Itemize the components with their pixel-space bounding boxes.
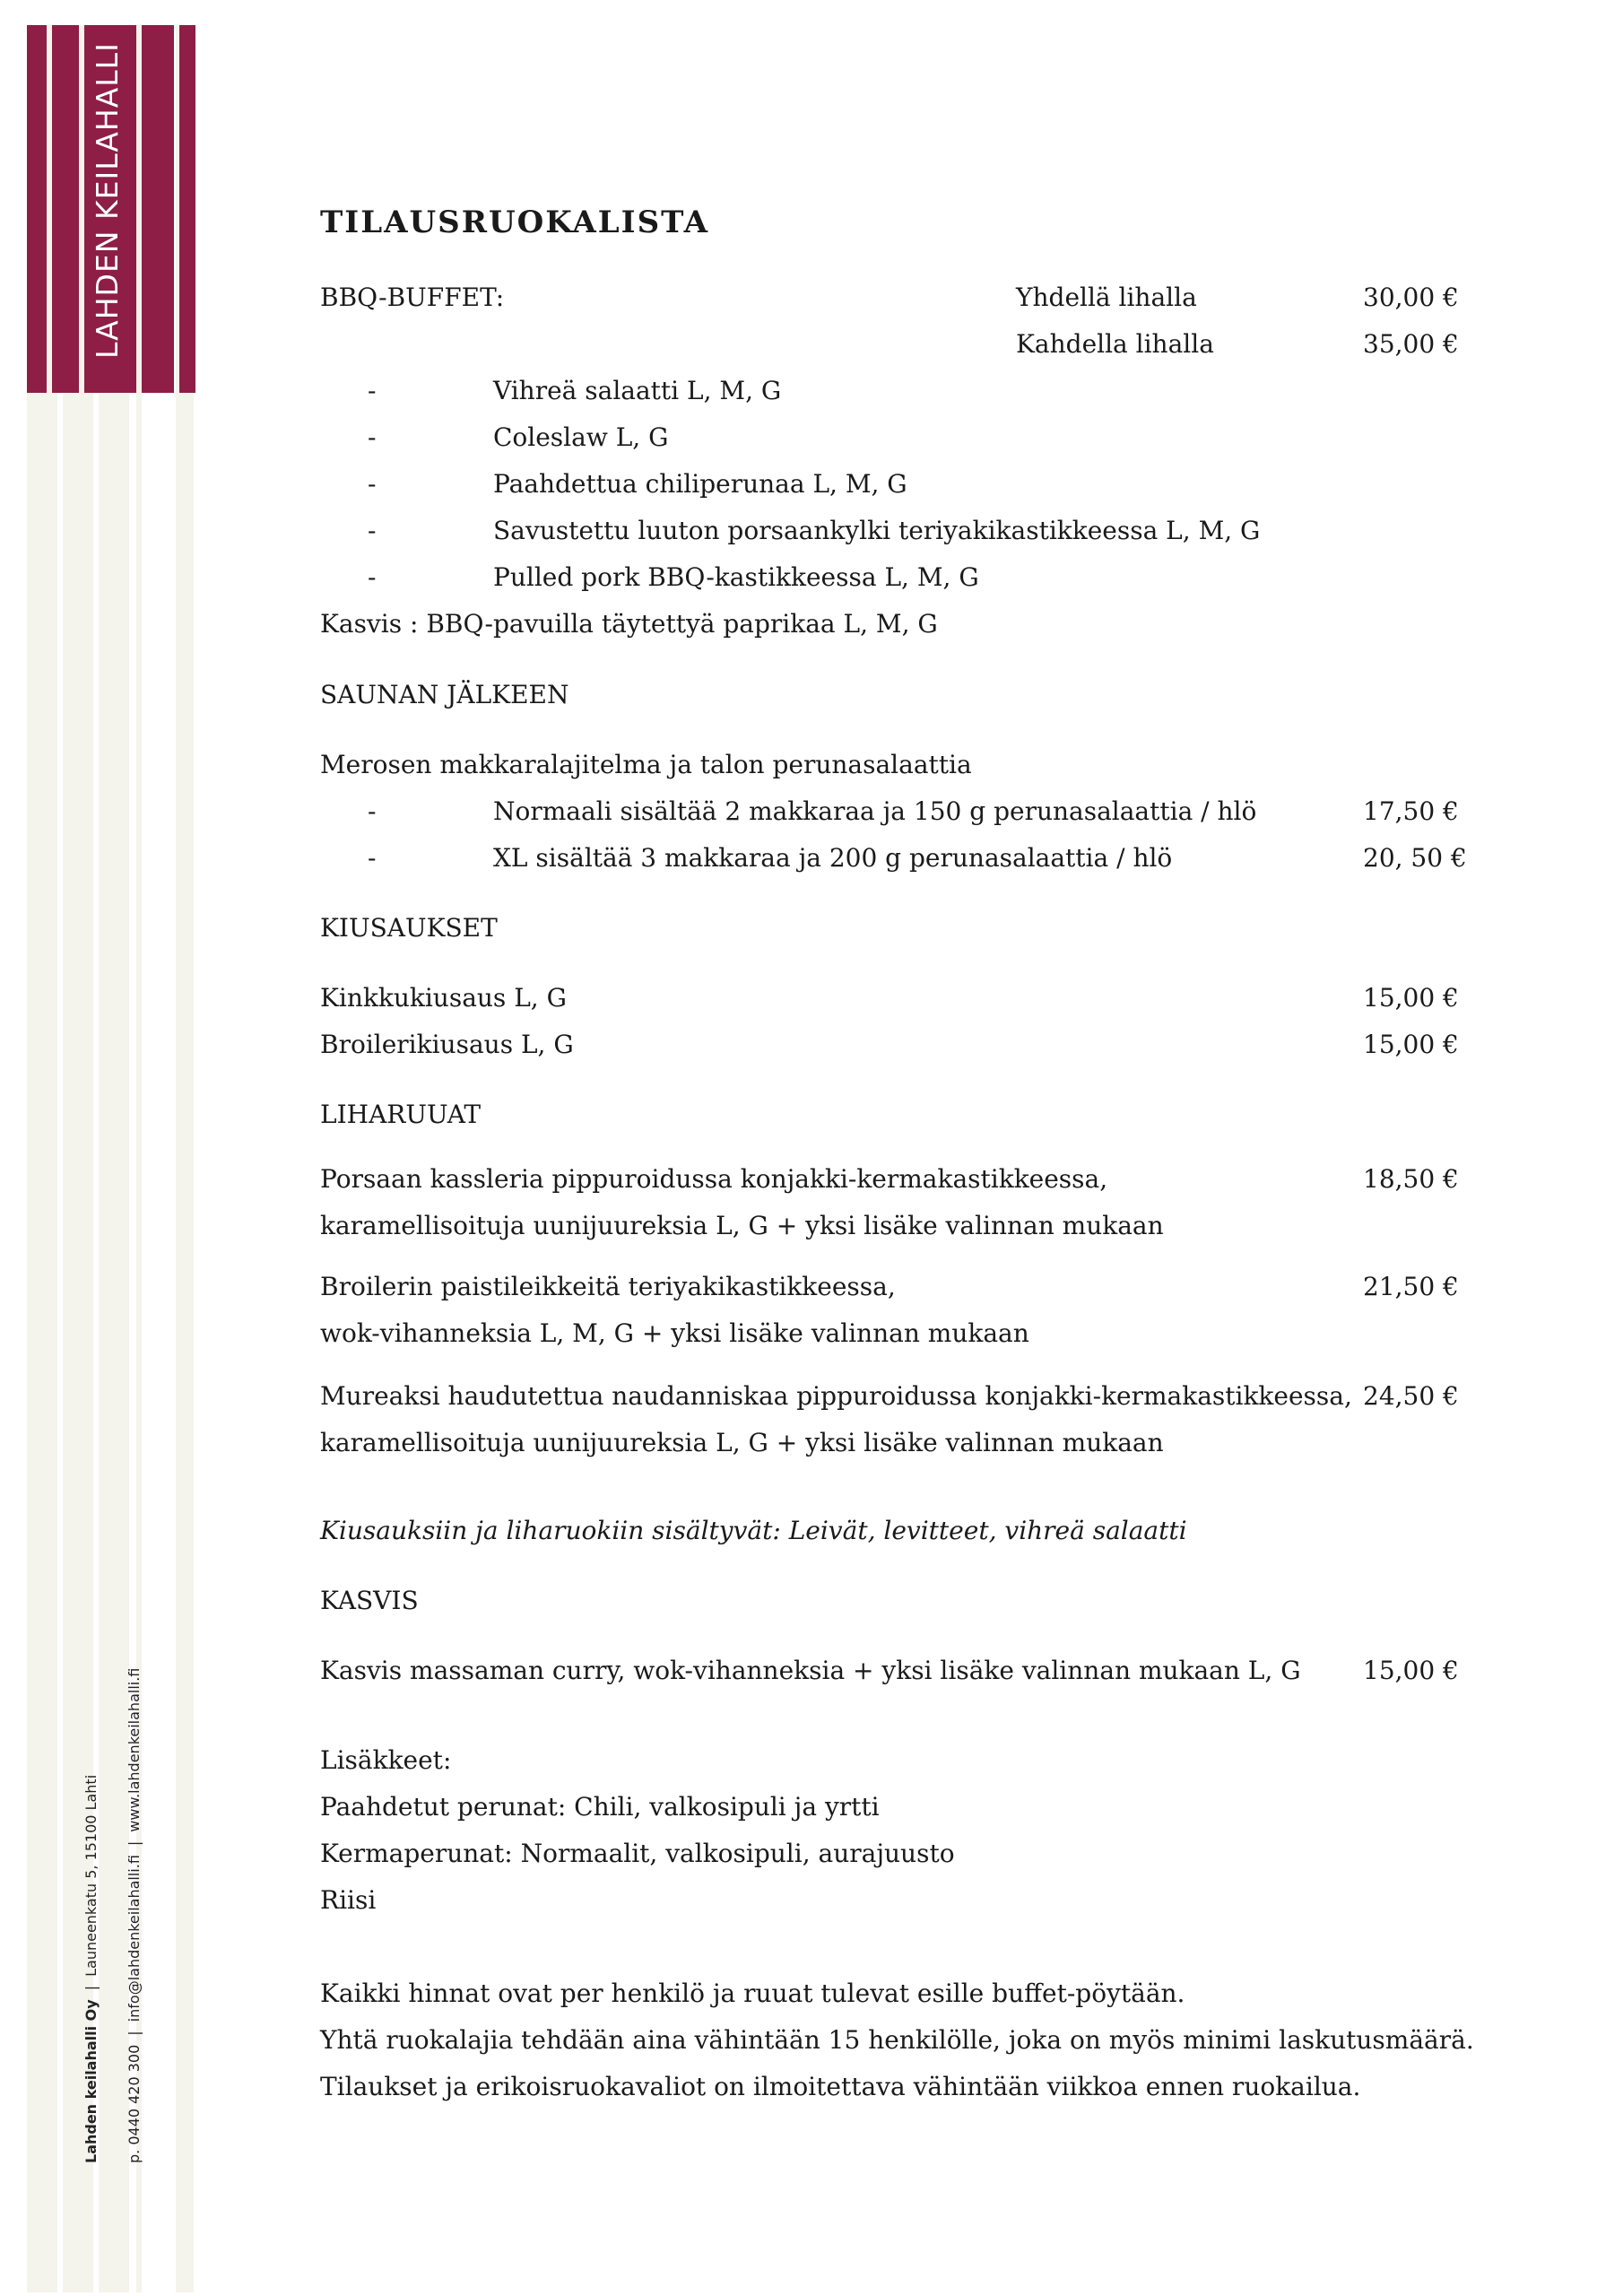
sauna-intro: Merosen makkaralajitelma ja talon perunasalaattia — [320, 750, 972, 779]
brand-stripe — [142, 25, 174, 393]
footer-contact-line: p. 0440 420 300|info@lahdenkeilahalli.fi|www.lahdenkeilahalli.fi — [126, 1667, 143, 2163]
price: 15,00 € — [1363, 983, 1459, 1013]
list-dash: - — [368, 376, 377, 405]
menu-item-desc: karamellisoituja uunijuureksia L, G + yksi lisäke valinnan mukaan — [320, 1428, 1164, 1457]
brand-stripe — [27, 25, 47, 393]
note-line: Yhtä ruokalajia tehdään aina vähintään 15 henkilölle, joka on myös minimi laskutusmäärä. — [320, 2025, 1474, 2055]
footer-phone: p. 0440 420 300 — [126, 2044, 143, 2163]
list-dash: - — [368, 843, 377, 873]
bbq-option-one-meat: Yhdellä lihalla — [1016, 283, 1197, 312]
page-title: TILAUSRUOKALISTA — [320, 204, 709, 240]
menu-item: Kasvis massaman curry, wok-vihanneksia + yksi lisäke valinnan mukaan L, G — [320, 1656, 1301, 1685]
footer-web[interactable]: www.lahdenkeilahalli.fi — [126, 1667, 143, 1832]
kasvis-heading: KASVIS — [320, 1586, 419, 1615]
brand-stripe — [52, 25, 79, 393]
brand-stripe — [179, 25, 195, 393]
menu-item: Broilerikiusaus L, G — [320, 1030, 574, 1059]
price: 24,50 € — [1363, 1381, 1459, 1411]
kiusaukset-heading: KIUSAUKSET — [320, 913, 498, 943]
list-item: Normaali sisältää 2 makkaraa ja 150 g perunasalaattia / hlö — [493, 796, 1257, 826]
sides-heading: Lisäkkeet: — [320, 1745, 452, 1775]
list-item: Savustettu luuton porsaankylki teriyakikastikkeessa L, M, G — [493, 516, 1261, 545]
menu-item: Mureaksi haudutettua naudanniskaa pippuroidussa konjakki-kermakastikkeessa, — [320, 1381, 1352, 1411]
list-dash: - — [368, 469, 377, 499]
list-item: Pulled pork BBQ-kastikkeessa L, M, G — [493, 562, 979, 592]
menu-item-desc: karamellisoituja uunijuureksia L, G + yksi lisäke valinnan mukaan — [320, 1211, 1164, 1240]
bbq-price-two-meats: 35,00 € — [1363, 329, 1459, 359]
bbq-option-two-meats: Kahdella lihalla — [1016, 329, 1214, 359]
bbq-heading: BBQ-BUFFET: — [320, 283, 505, 312]
menu-item-desc: wok-vihanneksia L, M, G + yksi lisäke valinnan mukaan — [320, 1318, 1029, 1348]
list-item: Paahdettua chiliperunaa L, M, G — [493, 469, 907, 499]
side-item: Paahdetut perunat: Chili, valkosipuli ja yrtti — [320, 1792, 880, 1822]
price: 21,50 € — [1363, 1272, 1459, 1301]
note-line: Kaikki hinnat ovat per henkilö ja ruuat tulevat esille buffet-pöytään. — [320, 1979, 1185, 2008]
menu-item: Kinkkukiusaus L, G — [320, 983, 567, 1013]
list-item: XL sisältää 3 makkaraa ja 200 g perunasalaattia / hlö — [493, 843, 1173, 873]
footer-email[interactable]: info@lahdenkeilahalli.fi — [126, 1855, 143, 2022]
list-dash: - — [368, 796, 377, 826]
footer-company-line: Lahden keilahalli Oy|Launeenkatu 5, 15100 Lahti — [82, 1774, 100, 2163]
menu-item: Broilerin paistileikkeitä teriyakikastikkeessa, — [320, 1272, 896, 1301]
price: 20, 50 € — [1363, 843, 1467, 873]
menu-item: Porsaan kassleria pippuroidussa konjakki-kermakastikkeessa, — [320, 1164, 1108, 1194]
list-item: Coleslaw L, G — [493, 422, 669, 452]
price: 17,50 € — [1363, 796, 1459, 826]
list-dash: - — [368, 562, 377, 592]
list-dash: - — [368, 422, 377, 452]
list-item: Vihreä salaatti L, M, G — [493, 376, 782, 405]
liharuuat-heading: LIHARUUAT — [320, 1100, 482, 1129]
brand-logo-text: LAHDEN KEILAHALLI — [90, 42, 125, 359]
bbq-price-one-meat: 30,00 € — [1363, 283, 1459, 312]
footer-company: Lahden keilahalli Oy — [82, 1999, 100, 2163]
footer-address: Launeenkatu 5, 15100 Lahti — [82, 1774, 100, 1977]
side-item: Riisi — [320, 1885, 377, 1915]
price: 15,00 € — [1363, 1656, 1459, 1685]
bbq-vegetarian: Kasvis : BBQ-pavuilla täytettyä paprikaa L, M, G — [320, 609, 938, 639]
list-dash: - — [368, 516, 377, 545]
price: 15,00 € — [1363, 1030, 1459, 1059]
side-item: Kermaperunat: Normaalit, valkosipuli, aurajuusto — [320, 1839, 955, 1868]
includes-note: Kiusauksiin ja liharuokiin sisältyvät: Leivät, levitteet, vihreä salaatti — [320, 1516, 1187, 1545]
price: 18,50 € — [1363, 1164, 1459, 1194]
sauna-heading: SAUNAN JÄLKEEN — [320, 680, 569, 709]
note-line: Tilaukset ja erikoisruokavaliot on ilmoitettava vähintään viikkoa ennen ruokailua. — [320, 2072, 1361, 2101]
